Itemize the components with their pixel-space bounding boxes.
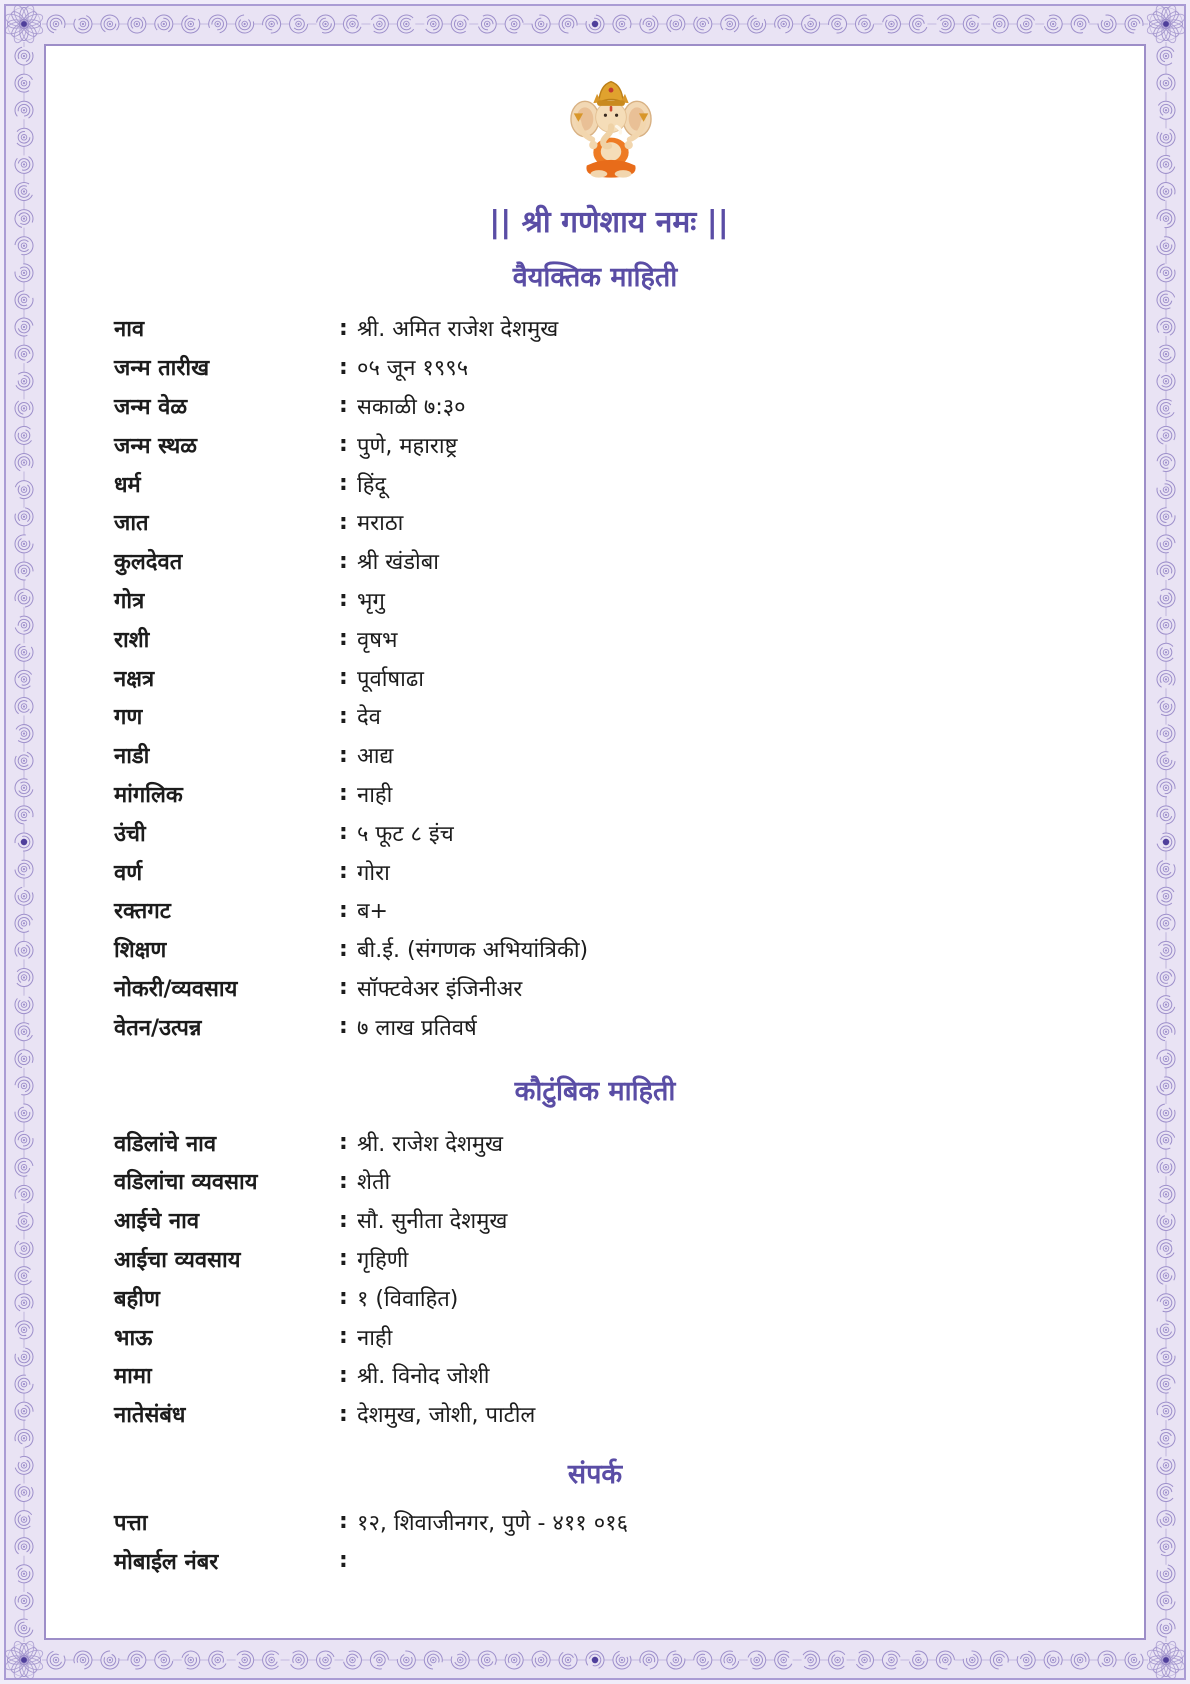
separator: : (339, 1285, 348, 1311)
field-label: नाव (114, 317, 145, 343)
field-value: नाही (357, 782, 393, 808)
field-label: उंची (114, 821, 146, 847)
info-row (114, 1278, 1104, 1317)
invocation-title: || श्री गणेशाय नमः || (489, 205, 729, 240)
separator: : (339, 820, 348, 846)
separator: : (339, 1014, 348, 1040)
info-row (114, 658, 1104, 697)
field-value: देशमुख, जोशी, पाटील (357, 1403, 536, 1429)
field-label: नातेसंबंध (114, 1403, 186, 1429)
field-label: मोबाईल नंबर (114, 1549, 219, 1575)
field-label: मांगलिक (114, 782, 183, 808)
separator: : (339, 587, 348, 613)
field-label: गण (114, 705, 143, 731)
info-row (114, 1395, 1104, 1434)
separator: : (339, 936, 348, 962)
separator: : (339, 432, 348, 458)
info-row (114, 387, 1104, 426)
separator: : (339, 1324, 348, 1350)
field-label: वडिलांचा व्यवसाय (114, 1170, 258, 1196)
field-value: १२, शिवाजीनगर, पुणे - ४११ ०१६ (357, 1510, 629, 1536)
separator: : (339, 781, 348, 807)
separator: : (339, 1246, 348, 1272)
separator: : (339, 1207, 348, 1233)
info-row (114, 348, 1104, 387)
field-value: ७ लाख प्रतिवर्ष (357, 1015, 477, 1041)
separator: : (339, 665, 348, 691)
info-row (114, 1356, 1104, 1395)
field-label: मामा (114, 1364, 152, 1390)
separator: : (339, 897, 348, 923)
field-value: पुणे, महाराष्ट्र (357, 433, 458, 459)
field-value: मराठा (357, 511, 404, 537)
field-value: श्री खंडोबा (357, 550, 439, 576)
info-row (114, 619, 1104, 658)
field-value: १ (विवाहित) (357, 1286, 459, 1312)
field-label: वर्ण (114, 860, 143, 886)
field-label: गोत्र (114, 588, 145, 614)
field-value: श्री. विनोद जोशी (357, 1364, 490, 1390)
field-label: वेतन/उत्पन्न (114, 1015, 202, 1041)
separator: : (339, 315, 348, 341)
separator: : (339, 1168, 348, 1194)
info-row (114, 736, 1104, 775)
section-heading-personal: वैयक्तिक माहिती (512, 262, 678, 293)
info-row (114, 1123, 1104, 1162)
section-heading-contact: संपर्क (567, 1458, 623, 1490)
separator: : (339, 1401, 348, 1427)
info-row (114, 1007, 1104, 1046)
ganesha-icon (564, 78, 658, 186)
separator: : (339, 354, 348, 380)
info-row (114, 542, 1104, 581)
field-value: पूर्वाषाढा (357, 666, 424, 692)
field-label: नोकरी/व्यवसाय (114, 976, 238, 1002)
field-label: जन्म तारीख (114, 356, 210, 382)
field-label: जात (114, 511, 149, 537)
info-row (114, 1541, 1104, 1580)
info-row (114, 775, 1104, 814)
field-label: आईचे नाव (114, 1209, 200, 1235)
field-label: कुलदेवत (114, 550, 183, 576)
separator: : (339, 393, 348, 419)
document-page (44, 44, 1146, 1640)
info-row (114, 425, 1104, 464)
field-label: भाऊ (114, 1325, 153, 1351)
info-row (114, 697, 1104, 736)
field-value: शेती (357, 1170, 391, 1196)
field-label: जन्म वेळ (114, 394, 188, 420)
personal-info-rows (46, 309, 1144, 1046)
info-row (114, 309, 1104, 348)
info-row (114, 813, 1104, 852)
info-row (114, 1503, 1104, 1542)
field-label: राशी (114, 627, 150, 653)
separator: : (339, 703, 348, 729)
field-value: ब+ (357, 899, 388, 925)
field-value: आद्य (357, 744, 394, 770)
field-label: नक्षत्र (114, 666, 155, 692)
info-row (114, 464, 1104, 503)
field-value: ०५ जून १९९५ (357, 356, 469, 382)
separator: : (339, 1509, 348, 1535)
field-value: श्री. राजेश देशमुख (357, 1131, 504, 1157)
field-value: हिंदू (357, 472, 387, 498)
info-row (114, 930, 1104, 969)
info-row (114, 1162, 1104, 1201)
field-label: बहीण (114, 1286, 160, 1312)
info-row (114, 1201, 1104, 1240)
separator: : (339, 509, 348, 535)
field-value: नाही (357, 1325, 393, 1351)
field-label: आईचा व्यवसाय (114, 1247, 241, 1273)
separator: : (339, 975, 348, 1001)
info-row (114, 891, 1104, 930)
family-info-rows (46, 1123, 1144, 1433)
section-heading-family: कौटुंबिक माहिती (514, 1076, 676, 1108)
field-value: सौ. सुनीता देशमुख (357, 1209, 508, 1235)
field-value: भृगु (357, 588, 385, 614)
field-value: श्री. अमित राजेश देशमुख (357, 317, 559, 343)
info-row (114, 1240, 1104, 1279)
field-label: वडिलांचे नाव (114, 1131, 217, 1157)
info-row (114, 969, 1104, 1008)
info-row (114, 852, 1104, 891)
field-label: शिक्षण (114, 938, 167, 964)
field-value: सॉफ्टवेअर इंजिनीअर (357, 976, 523, 1002)
field-label: धर्म (114, 472, 141, 498)
ganesha-image (564, 78, 658, 186)
separator: : (339, 1362, 348, 1388)
separator: : (339, 626, 348, 652)
separator: : (339, 1130, 348, 1156)
info-row (114, 1317, 1104, 1356)
field-value: गृहिणी (357, 1247, 409, 1273)
separator: : (339, 471, 348, 497)
contact-info-rows (46, 1503, 1144, 1581)
separator: : (339, 859, 348, 885)
field-value: बी.ई. (संगणक अभियांत्रिकी) (357, 938, 589, 964)
field-label: नाडी (114, 744, 150, 770)
info-row (114, 503, 1104, 542)
field-value: ५ फूट ८ इंच (357, 821, 454, 847)
separator: : (339, 742, 348, 768)
separator: : (339, 1548, 348, 1574)
field-value: देव (357, 705, 381, 731)
field-value: वृषभ (357, 627, 398, 653)
field-label: रक्तगट (114, 899, 171, 925)
separator: : (339, 548, 348, 574)
info-row (114, 581, 1104, 620)
field-label: जन्म स्थळ (114, 433, 198, 459)
field-value: गोरा (357, 860, 390, 886)
field-value: सकाळी ७:३० (357, 394, 466, 420)
field-label: पत्ता (114, 1510, 148, 1536)
